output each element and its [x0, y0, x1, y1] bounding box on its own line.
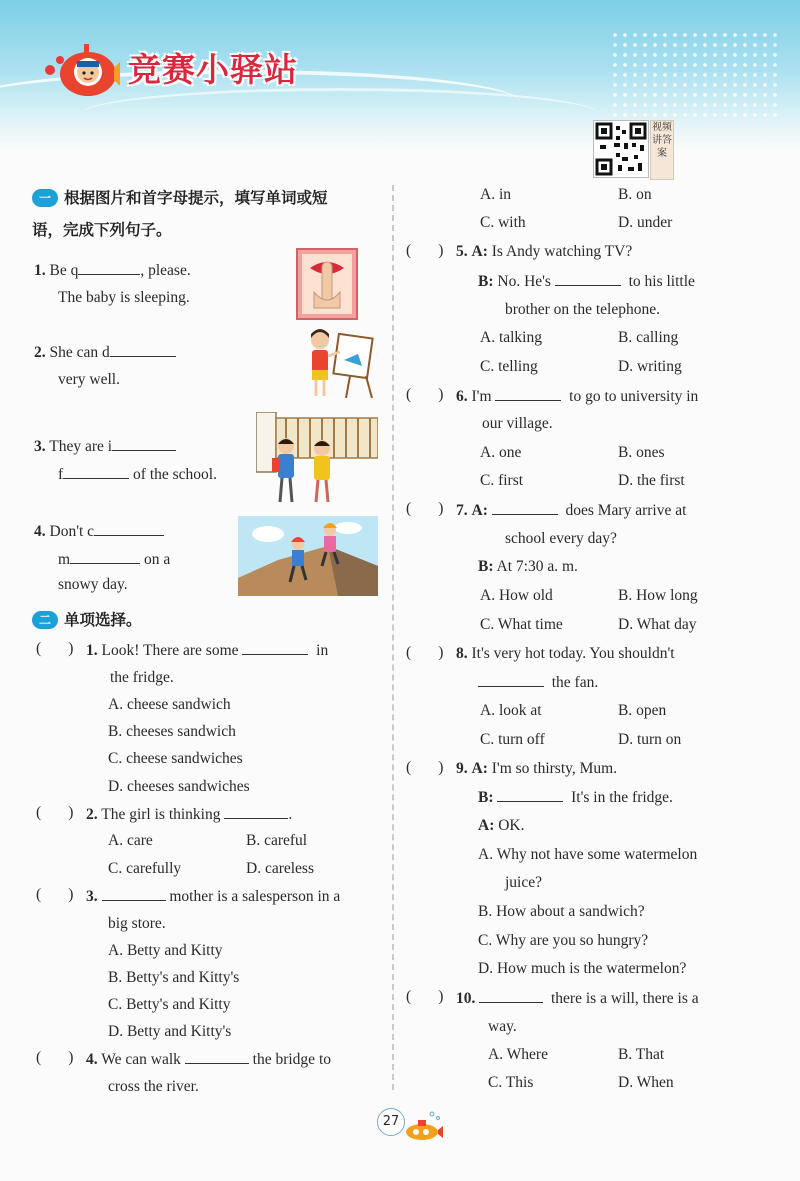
option-c[interactable]: C. turn off	[480, 731, 545, 748]
question-text: brother on the telephone.	[505, 301, 660, 318]
question-text: there is a will, there is a	[551, 990, 699, 1007]
page-title: 竞赛小驿站	[128, 50, 298, 89]
question-text: our village.	[482, 415, 553, 432]
question-number: 1.	[86, 642, 98, 659]
option-d[interactable]: D. cheeses sandwiches	[108, 778, 250, 795]
mountain-climbing-icon	[238, 516, 378, 596]
item-number: 4.	[34, 523, 46, 540]
item-text: , please.	[140, 262, 191, 279]
answer-blank[interactable]	[112, 436, 176, 451]
question-text: It's in the fridge.	[571, 789, 673, 806]
speaker-label: A:	[471, 760, 488, 777]
answer-blank[interactable]	[185, 1049, 249, 1064]
option-a[interactable]: A. in	[480, 186, 511, 203]
section-1-heading-cont: 语，完成下列句子。	[32, 221, 172, 239]
section-badge: 二	[32, 611, 58, 629]
answer-blank[interactable]	[224, 804, 288, 819]
speaker-label: A:	[478, 817, 495, 834]
question-2	[86, 804, 292, 825]
option-b[interactable]: B. open	[618, 702, 667, 719]
answer-bracket[interactable]: ( )	[36, 804, 74, 821]
item-text: of the school.	[133, 466, 217, 483]
section-title: 单项选择。	[64, 611, 142, 629]
answer-blank[interactable]	[495, 386, 561, 401]
fill-item-3	[34, 436, 176, 457]
option-a[interactable]: A. Betty and Kitty	[108, 942, 223, 959]
item-text: Don't c	[49, 523, 95, 540]
option-a[interactable]: A. Where	[488, 1046, 548, 1063]
question-text: cross the river.	[108, 1078, 199, 1095]
question-text: way.	[488, 1018, 517, 1035]
item-text: Be q	[49, 262, 79, 279]
item-text: very well.	[58, 371, 120, 388]
column-divider	[392, 185, 394, 1090]
option-d[interactable]: D. under	[618, 214, 673, 231]
item-text: They are i	[49, 438, 113, 455]
item-text: on a	[143, 551, 171, 568]
option-a[interactable]: A. look at	[480, 702, 542, 719]
item-number: 2.	[34, 344, 46, 361]
fill-item-1	[34, 260, 191, 281]
item-text: m	[58, 551, 71, 568]
submarine-icon	[402, 1110, 444, 1142]
answer-bracket[interactable]: ( )	[406, 500, 444, 517]
answer-blank[interactable]	[70, 549, 140, 564]
dot-pattern	[610, 30, 780, 120]
fill-item-4-line2	[58, 549, 170, 570]
speaker-label: B:	[478, 558, 494, 575]
question-1	[86, 640, 328, 661]
question-number: 8.	[456, 645, 468, 662]
option-d[interactable]: D. turn on	[618, 731, 682, 748]
question-9-a2	[478, 816, 525, 836]
question-9	[456, 759, 617, 779]
option-b[interactable]: B. calling	[618, 329, 679, 346]
item-text: snowy day.	[58, 576, 128, 593]
option-a[interactable]: A. care	[108, 832, 153, 849]
option-d[interactable]: D. When	[618, 1074, 674, 1091]
question-text: It's very hot today. You shouldn't	[471, 645, 675, 662]
option-a[interactable]: A. one	[480, 444, 522, 461]
girl-drawing-icon	[300, 326, 380, 400]
item-text: The baby is sleeping.	[58, 289, 190, 306]
qr-video-label: 视频讲答案	[650, 120, 674, 180]
answer-bracket[interactable]: ( )	[406, 759, 444, 776]
option-b[interactable]: B. on	[618, 186, 652, 203]
option-c[interactable]: C. What time	[480, 616, 563, 633]
option-b[interactable]: B. That	[618, 1046, 665, 1063]
option-a-cont[interactable]: juice?	[505, 874, 543, 891]
answer-bracket[interactable]: ( )	[36, 886, 74, 903]
option-a[interactable]: A. cheese sandwich	[108, 696, 231, 713]
speaker-label: A:	[471, 502, 488, 519]
question-text: OK.	[498, 817, 525, 834]
item-number: 1.	[34, 262, 46, 279]
question-text: to his little	[628, 273, 695, 290]
answer-blank[interactable]	[555, 271, 621, 286]
question-8-line2	[478, 672, 598, 693]
page-number: 27	[377, 1108, 405, 1136]
question-number: 2.	[86, 806, 98, 823]
fill-item-4	[34, 521, 164, 542]
question-text: does Mary arrive at	[565, 502, 687, 519]
question-text: the bridge to	[252, 1051, 331, 1068]
option-c[interactable]: C. telling	[480, 358, 538, 375]
wave-decoration	[80, 88, 600, 141]
item-number: 3.	[34, 438, 46, 455]
question-number: 3.	[86, 888, 98, 905]
question-text: I'm so thirsty, Mum.	[491, 760, 618, 777]
option-d[interactable]: D. What day	[618, 616, 697, 633]
question-number: 4.	[86, 1051, 98, 1068]
qr-code-icon[interactable]	[593, 120, 649, 178]
question-8	[456, 644, 675, 664]
question-text: I'm	[471, 388, 492, 405]
answer-blank[interactable]	[242, 640, 308, 655]
question-text: The girl is thinking	[101, 806, 221, 823]
question-text: At 7:30 a. m.	[496, 558, 578, 575]
speaker-label: A:	[471, 243, 488, 260]
question-4	[86, 1049, 331, 1070]
question-text: to go to university in	[569, 388, 699, 405]
question-5-reply	[478, 271, 695, 292]
answer-blank[interactable]	[78, 260, 140, 275]
speaker-label: B:	[478, 273, 494, 290]
question-number: 10.	[456, 990, 476, 1007]
option-b[interactable]: B. careful	[246, 832, 308, 849]
submarine-mascot-icon	[40, 36, 120, 100]
section-2-heading	[32, 608, 142, 630]
question-7-reply	[478, 557, 578, 577]
option-a[interactable]: A. Why not have some watermelon	[478, 846, 698, 863]
answer-blank[interactable]	[478, 672, 544, 687]
option-c[interactable]: C. Why are you so hungry?	[478, 932, 649, 949]
option-c[interactable]: C. Betty's and Kitty	[108, 996, 231, 1013]
answer-blank[interactable]	[94, 521, 164, 536]
option-b[interactable]: B. How about a sandwich?	[478, 903, 645, 920]
quiet-finger-icon	[296, 248, 358, 320]
item-text: f	[58, 466, 64, 483]
option-c[interactable]: C. first	[480, 472, 524, 489]
option-d[interactable]: D. careless	[246, 860, 314, 877]
answer-bracket[interactable]: ( )	[36, 1049, 74, 1066]
section-1-heading	[32, 186, 328, 208]
question-number: 9.	[456, 760, 468, 777]
question-9-reply	[478, 787, 673, 808]
item-text: She can d	[49, 344, 110, 361]
page-header-banner	[0, 0, 800, 150]
question-7	[456, 500, 686, 521]
section-badge: 一	[32, 189, 58, 207]
answer-bracket[interactable]: ( )	[406, 242, 444, 259]
question-text: big store.	[108, 915, 166, 932]
answer-bracket[interactable]: ( )	[406, 988, 444, 1005]
option-c[interactable]: C. This	[488, 1074, 534, 1091]
option-c[interactable]: C. carefully	[108, 860, 182, 877]
question-6	[456, 386, 698, 407]
option-d[interactable]: D. How much is the watermelon?	[478, 960, 687, 977]
fill-item-3-line2	[58, 464, 217, 485]
question-3	[86, 886, 340, 907]
option-b[interactable]: B. cheeses sandwich	[108, 723, 236, 740]
option-d[interactable]: D. the first	[618, 472, 685, 489]
option-b[interactable]: B. ones	[618, 444, 665, 461]
answer-bracket[interactable]: ( )	[36, 640, 74, 657]
question-text: in	[316, 642, 329, 659]
question-number: 5.	[456, 243, 468, 260]
answer-blank[interactable]	[497, 787, 563, 802]
option-a[interactable]: A. How old	[480, 587, 553, 604]
answer-blank[interactable]	[102, 886, 166, 901]
option-c[interactable]: C. cheese sandwiches	[108, 750, 243, 767]
option-b[interactable]: B. Betty's and Kitty's	[108, 969, 240, 986]
question-text: We can walk	[101, 1051, 181, 1068]
question-text: the fridge.	[110, 669, 174, 686]
speaker-label: B:	[478, 789, 494, 806]
option-d[interactable]: D. Betty and Kitty's	[108, 1023, 232, 1040]
answer-bracket[interactable]: ( )	[406, 644, 444, 661]
option-a[interactable]: A. talking	[480, 329, 542, 346]
question-text: mother is a salesperson in a	[169, 888, 341, 905]
answer-blank[interactable]	[63, 464, 129, 479]
option-d[interactable]: D. writing	[618, 358, 682, 375]
answer-blank[interactable]	[110, 342, 176, 357]
fill-item-2	[34, 342, 176, 363]
answer-bracket[interactable]: ( )	[406, 386, 444, 403]
question-10	[456, 988, 699, 1009]
answer-blank[interactable]	[479, 988, 543, 1003]
school-gate-icon	[256, 412, 378, 506]
question-text: Is Andy watching TV?	[491, 243, 633, 260]
question-number: 7.	[456, 502, 468, 519]
question-text: .	[288, 806, 293, 823]
option-c[interactable]: C. with	[480, 214, 526, 231]
question-5	[456, 242, 632, 262]
question-text: school every day?	[505, 530, 617, 547]
question-number: 6.	[456, 388, 468, 405]
question-text: the fan.	[551, 674, 599, 691]
section-title: 根据图片和首字母提示，填写单词或短	[64, 189, 328, 207]
answer-blank[interactable]	[492, 500, 558, 515]
question-text: Look! There are some	[101, 642, 239, 659]
option-b[interactable]: B. How long	[618, 587, 698, 604]
question-text: No. He's	[497, 273, 551, 290]
